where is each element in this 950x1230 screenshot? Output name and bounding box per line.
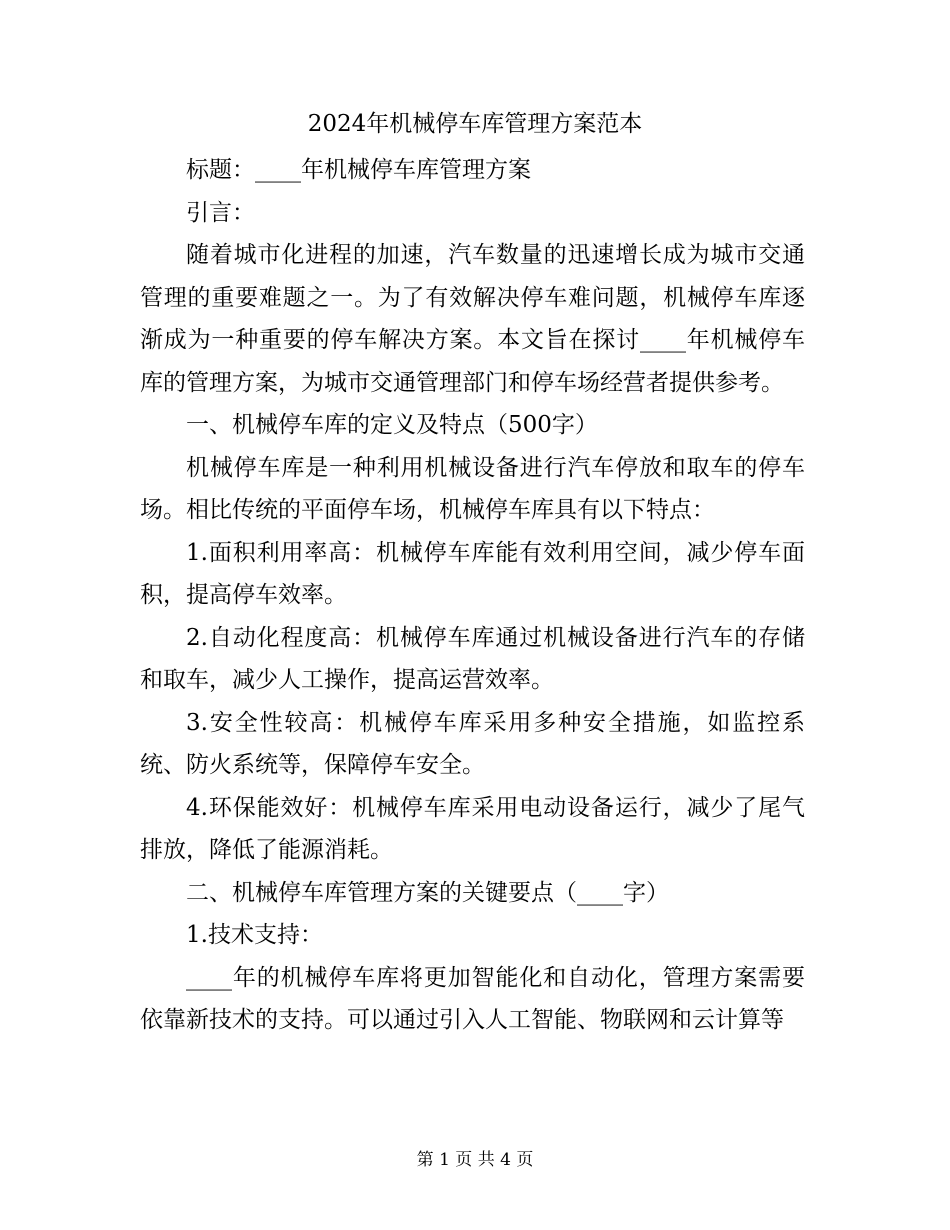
list-item-3: 3.安全性较高：机械停车库采用多种安全措施，如监控系统、防火系统等，保障停车安全。: [140, 709, 805, 778]
page-number-footer: 第 1 页 共 4 页: [416, 1150, 534, 1170]
paragraph-definition: 机械停车库是一种利用机械设备进行汽车停放和取车的停车场。相比传统的平面停车场，机械停车库具有以下特点：: [140, 454, 805, 523]
document-body: [140, 149, 805, 1042]
document-title: 2024年机械停车库管理方案范本: [307, 111, 643, 137]
section-heading-2: 二、机械停车库管理方案的关键要点（____字）: [186, 879, 669, 906]
section-heading-1: 一、机械停车库的定义及特点（500字）: [186, 412, 598, 438]
list-item-2: 2.自动化程度高：机械停车库通过机械设备进行汽车的存储和取车，减少人工操作，提高运营效率。: [140, 624, 805, 693]
list-item-4: 4.环保能效好：机械停车库采用电动设备运行，减少了尾气排放，降低了能源消耗。: [140, 794, 805, 863]
paragraph-heading-label: 标题：____年机械停车库管理方案: [186, 157, 531, 183]
paragraph-tech-support: ____年的机械停车库将更加智能化和自动化，管理方案需要依靠新技术的支持。可以通过引入人工智能、物联网和云计算等: [140, 964, 805, 1033]
list-item-1: 1.面积利用率高：机械停车库能有效利用空间，减少停车面积，提高停车效率。: [140, 539, 805, 608]
subheading-tech-support: 1.技术支持：: [186, 922, 323, 948]
paragraph-intro: 随着城市化进程的加速，汽车数量的迅速增长成为城市交通管理的重要难题之一。为了有效解决停车难问题，机械停车库逐渐成为一种重要的停车解决方案。本文旨在探讨____年机械停车库的管理方案，为城市交通管理部门和停车场经营者提供参考。: [140, 242, 805, 396]
paragraph-intro-label: 引言：: [186, 199, 255, 226]
